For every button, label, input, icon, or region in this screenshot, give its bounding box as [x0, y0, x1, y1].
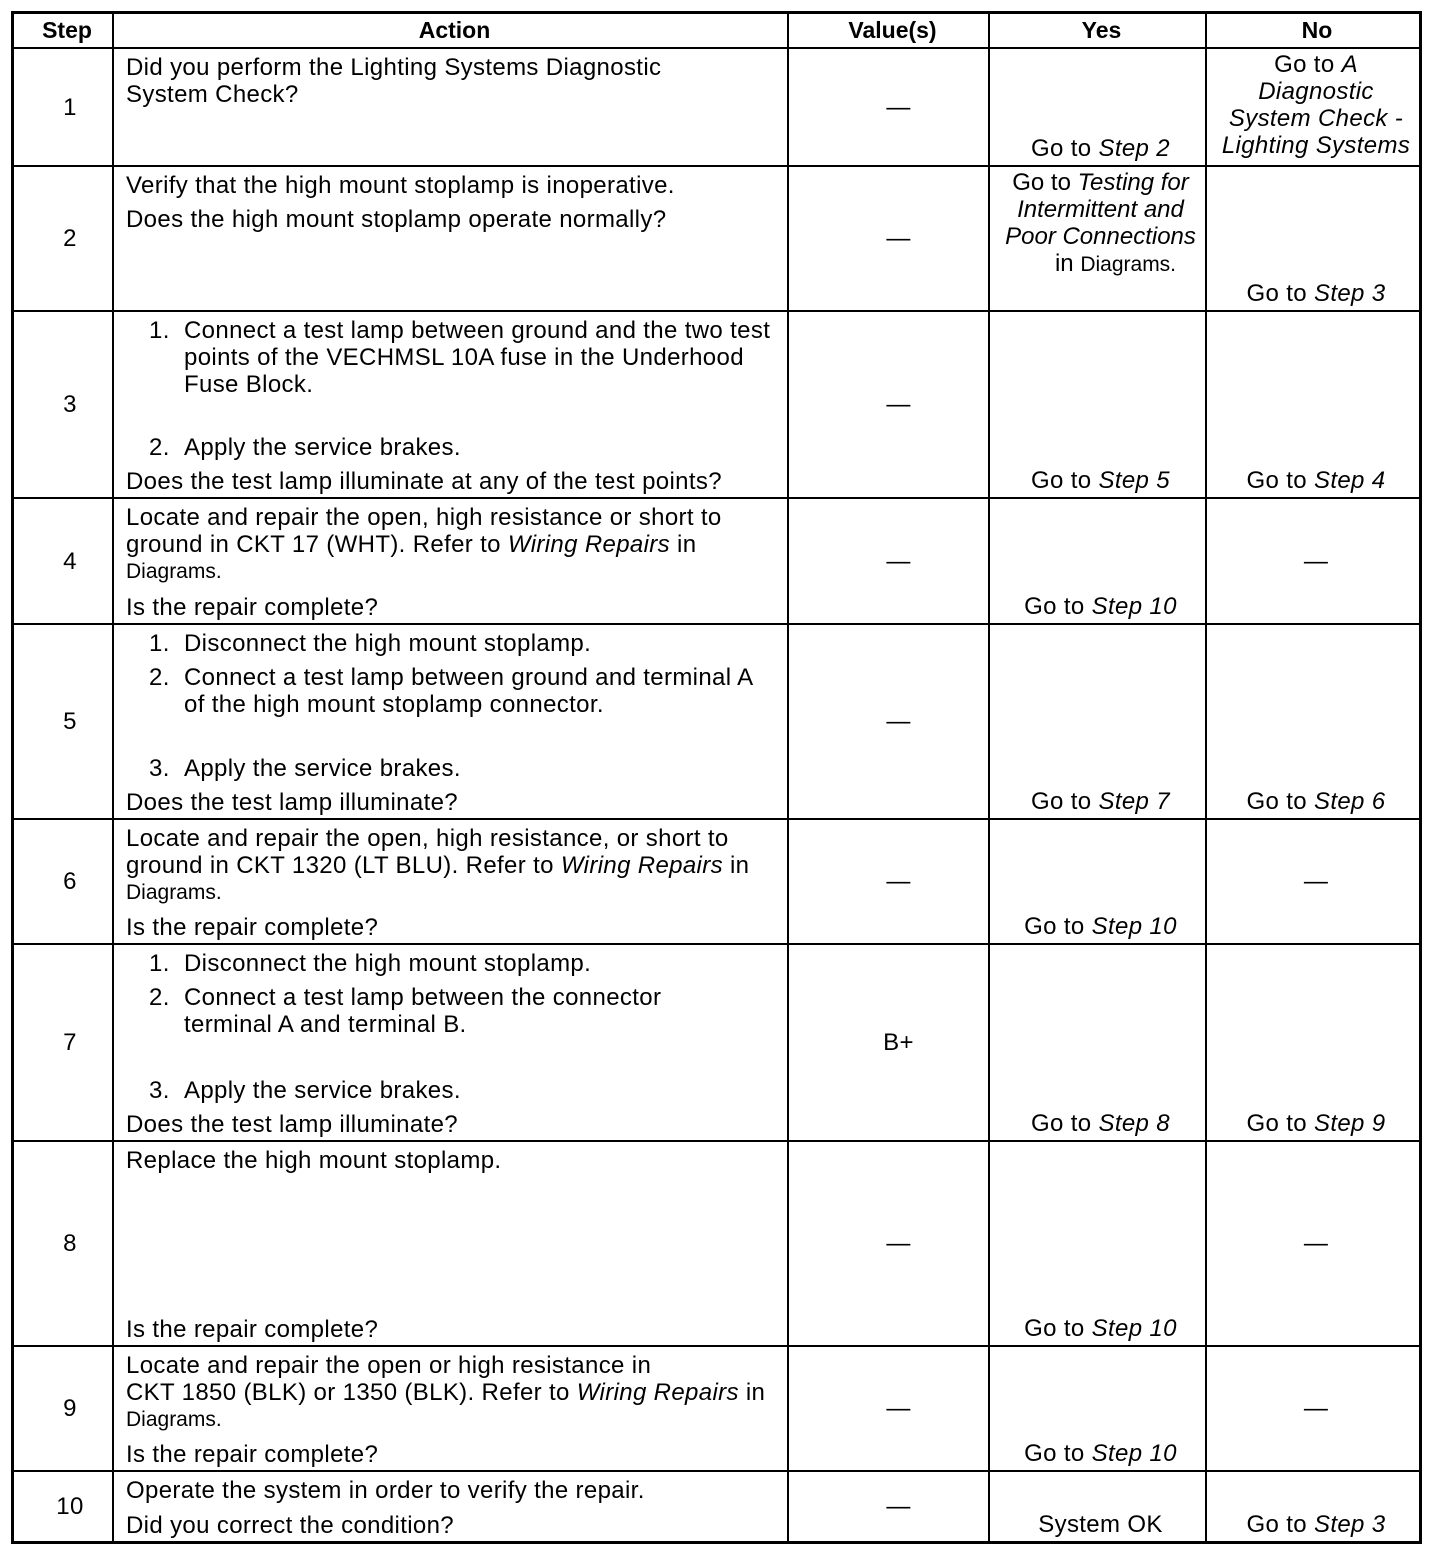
- procedure-reference: Testing for: [1077, 169, 1189, 196]
- diagrams-label: Diagrams.: [1080, 253, 1177, 276]
- yes-cell: [990, 820, 1207, 945]
- action-line: System Check?: [126, 81, 299, 108]
- action-question: Does the test lamp illuminate?: [126, 789, 458, 816]
- yes-cell: [990, 167, 1207, 312]
- yes-cell: [990, 49, 1207, 167]
- action-line: Locate and repair the open, high resistance or short to: [126, 504, 722, 531]
- go-to-label: Go to: [1274, 51, 1335, 78]
- go-to-label: Go to: [1024, 593, 1085, 620]
- header-values: Value(s): [789, 14, 990, 49]
- action-cell: [114, 625, 789, 820]
- action-question: Did you correct the condition?: [126, 1512, 455, 1539]
- action-question: Does the test lamp illuminate at any of the test points?: [126, 468, 722, 495]
- step-reference: Step 9: [1313, 1110, 1386, 1137]
- action-line: Connect a test lamp between ground and the two test: [184, 317, 771, 344]
- yes-result: [1031, 1110, 1170, 1137]
- action-list-item: [149, 434, 781, 461]
- step-reference: Step 10: [1091, 593, 1177, 620]
- item-number: 1.: [149, 630, 170, 657]
- procedure-reference: Diagnostic: [1258, 78, 1374, 105]
- yes-cell: [990, 1347, 1207, 1472]
- in-label: in: [745, 1379, 766, 1406]
- go-to-label: Go to: [1031, 467, 1092, 494]
- diagrams-label: Diagrams.: [126, 1408, 222, 1431]
- go-to-label: Go to: [1246, 1511, 1307, 1538]
- action-list-item: [149, 755, 781, 782]
- yes-cell: [990, 499, 1207, 625]
- step-number: 3: [14, 312, 114, 499]
- action-line: Disconnect the high mount stoplamp.: [184, 950, 592, 977]
- yes-cell: [990, 1472, 1207, 1544]
- go-to-label: Go to: [1246, 467, 1307, 494]
- wiring-repairs-reference: Wiring Repairs: [560, 852, 723, 879]
- step-reference: Step 3: [1313, 280, 1386, 307]
- step-number: 10: [14, 1472, 114, 1544]
- header-action: Action: [114, 14, 789, 49]
- yes-cell: [990, 625, 1207, 820]
- item-number: 1.: [149, 317, 170, 344]
- header-step: Step: [14, 14, 114, 49]
- action-question: Is the repair complete?: [126, 914, 379, 941]
- value-cell: B+: [789, 945, 990, 1142]
- action-text: ground in CKT 17 (WHT). Refer to: [126, 531, 501, 558]
- value-cell: —: [789, 1472, 990, 1544]
- action-line: terminal A and terminal B.: [184, 1011, 467, 1038]
- value-cell: —: [789, 499, 990, 625]
- diagnostic-table: [11, 11, 1422, 1544]
- step-number: 9: [14, 1347, 114, 1472]
- procedure-reference: Poor Connections: [1005, 223, 1196, 250]
- item-number: 3.: [149, 1077, 170, 1104]
- value-cell: —: [789, 167, 990, 312]
- no-result: [1247, 1511, 1386, 1538]
- step-number: 5: [14, 625, 114, 820]
- step-number: 2: [14, 167, 114, 312]
- value-cell: —: [789, 1142, 990, 1347]
- no-result: [1247, 788, 1386, 815]
- action-line: [126, 531, 781, 558]
- item-number: 2.: [149, 984, 170, 1011]
- step-reference: Step 2: [1098, 135, 1170, 162]
- step-reference: Step 8: [1098, 1110, 1170, 1137]
- no-result: [1247, 467, 1386, 494]
- action-text: ground in CKT 1320 (LT BLU). Refer to: [126, 852, 554, 879]
- diagrams-label: Diagrams.: [126, 560, 222, 583]
- action-line: Fuse Block.: [184, 371, 314, 398]
- no-cell: —: [1207, 820, 1422, 945]
- action-line: Replace the high mount stoplamp.: [126, 1147, 502, 1174]
- go-to-label: Go to: [1031, 788, 1092, 815]
- action-line: Verify that the high mount stoplamp is inoperative.: [126, 172, 675, 199]
- action-question: Is the repair complete?: [126, 1441, 379, 1468]
- action-cell: [114, 820, 789, 945]
- diagrams-label: Diagrams.: [126, 881, 222, 904]
- action-list-item: [149, 630, 781, 657]
- step-reference: Step 6: [1313, 788, 1386, 815]
- action-line: Locate and repair the open, high resistance, or short to: [126, 825, 729, 852]
- in-label: in: [729, 852, 750, 879]
- yes-result: [1031, 788, 1170, 815]
- yes-result: [1012, 169, 1189, 196]
- go-to-label: Go to: [1246, 788, 1307, 815]
- go-to-label: Go to: [1031, 1110, 1092, 1137]
- action-line: Disconnect the high mount stoplamp.: [184, 630, 592, 657]
- action-line: points of the VECHMSL 10A fuse in the Underhood: [184, 344, 744, 371]
- no-result: [1247, 1110, 1386, 1137]
- go-to-label: Go to: [1024, 1315, 1085, 1342]
- step-reference: Step 4: [1313, 467, 1386, 494]
- step-reference: Step 10: [1091, 1315, 1177, 1342]
- header-no: No: [1207, 14, 1422, 49]
- yes-result: [1031, 467, 1170, 494]
- procedure-reference: System Check -: [1228, 105, 1404, 132]
- no-cell: —: [1207, 499, 1422, 625]
- item-number: 3.: [149, 755, 170, 782]
- in-label: in: [1054, 250, 1074, 277]
- no-cell: —: [1207, 1347, 1422, 1472]
- action-line: Did you perform the Lighting Systems Diagnostic: [126, 54, 662, 81]
- item-number: 2.: [149, 664, 170, 691]
- action-cell: [114, 167, 789, 312]
- yes-result: [1024, 1315, 1177, 1342]
- no-cell: [1207, 312, 1422, 499]
- no-cell: [1207, 49, 1422, 167]
- no-cell: [1207, 1472, 1422, 1544]
- step-reference: Step 3: [1313, 1511, 1386, 1538]
- yes-result: [1031, 135, 1170, 162]
- no-cell: [1207, 167, 1422, 312]
- action-list-item: [149, 664, 781, 718]
- procedure-reference: Intermittent and: [1017, 196, 1184, 223]
- wiring-repairs-reference: Wiring Repairs: [576, 1379, 739, 1406]
- action-line: of the high mount stoplamp connector.: [184, 691, 604, 718]
- value-cell: —: [789, 312, 990, 499]
- no-result: [1274, 51, 1358, 78]
- no-result: [1247, 280, 1386, 307]
- yes-cell: [990, 312, 1207, 499]
- item-number: 2.: [149, 434, 170, 461]
- action-cell: [114, 499, 789, 625]
- item-number: 1.: [149, 950, 170, 977]
- step-reference: Step 5: [1098, 467, 1170, 494]
- action-question: Does the test lamp illuminate?: [126, 1111, 458, 1138]
- procedure-reference: A: [1341, 51, 1358, 78]
- wiring-repairs-reference: Wiring Repairs: [507, 531, 670, 558]
- value-cell: —: [789, 820, 990, 945]
- step-number: 7: [14, 945, 114, 1142]
- action-cell: [114, 1142, 789, 1347]
- action-line: Connect a test lamp between the connector: [184, 984, 662, 1011]
- no-cell: [1207, 625, 1422, 820]
- step-number: 8: [14, 1142, 114, 1347]
- action-question: Does the high mount stoplamp operate normally?: [126, 206, 667, 233]
- no-cell: —: [1207, 1142, 1422, 1347]
- header-yes: Yes: [990, 14, 1207, 49]
- yes-result: [1024, 593, 1177, 620]
- in-label: in: [677, 531, 697, 558]
- action-list-item: [149, 317, 781, 398]
- action-cell: [114, 1472, 789, 1544]
- value-cell: —: [789, 1347, 990, 1472]
- yes-result: System OK: [1038, 1511, 1163, 1538]
- document-reference: [1025, 250, 1176, 278]
- value-cell: —: [789, 49, 990, 167]
- action-list-item: [149, 950, 781, 977]
- go-to-label: Go to: [1031, 135, 1092, 162]
- value-cell: —: [789, 625, 990, 820]
- go-to-label: Go to: [1012, 169, 1071, 196]
- procedure-reference: Lighting Systems: [1221, 132, 1411, 159]
- action-line: [126, 852, 781, 879]
- yes-cell: [990, 1142, 1207, 1347]
- action-line: Connect a test lamp between ground and terminal A: [184, 664, 754, 691]
- action-line: Operate the system in order to verify the repair.: [126, 1477, 645, 1504]
- step-number: 6: [14, 820, 114, 945]
- action-line: Apply the service brakes.: [184, 434, 461, 461]
- step-reference: Step 7: [1098, 788, 1170, 815]
- step-reference: Step 10: [1091, 913, 1177, 940]
- step-number: 4: [14, 499, 114, 625]
- action-list-item: [149, 1077, 781, 1104]
- yes-result: [1024, 913, 1177, 940]
- action-cell: [114, 1347, 789, 1472]
- action-list-item: [149, 984, 781, 1038]
- action-cell: [114, 945, 789, 1142]
- step-number: 1: [14, 49, 114, 167]
- step-reference: Step 10: [1091, 1440, 1177, 1467]
- action-text: CKT 1850 (BLK) or 1350 (BLK). Refer to: [126, 1379, 570, 1406]
- go-to-label: Go to: [1024, 913, 1085, 940]
- action-line: Apply the service brakes.: [184, 755, 461, 782]
- no-cell: [1207, 945, 1422, 1142]
- action-line: [126, 1379, 781, 1406]
- action-question: Is the repair complete?: [126, 1316, 379, 1343]
- action-line: Apply the service brakes.: [184, 1077, 461, 1104]
- go-to-label: Go to: [1246, 280, 1307, 307]
- action-line: Locate and repair the open or high resistance in: [126, 1352, 652, 1379]
- yes-cell: [990, 945, 1207, 1142]
- action-cell: [114, 49, 789, 167]
- go-to-label: Go to: [1246, 1110, 1307, 1137]
- action-question: Is the repair complete?: [126, 594, 379, 621]
- go-to-label: Go to: [1024, 1440, 1085, 1467]
- yes-result: [1024, 1440, 1177, 1467]
- action-cell: [114, 312, 789, 499]
